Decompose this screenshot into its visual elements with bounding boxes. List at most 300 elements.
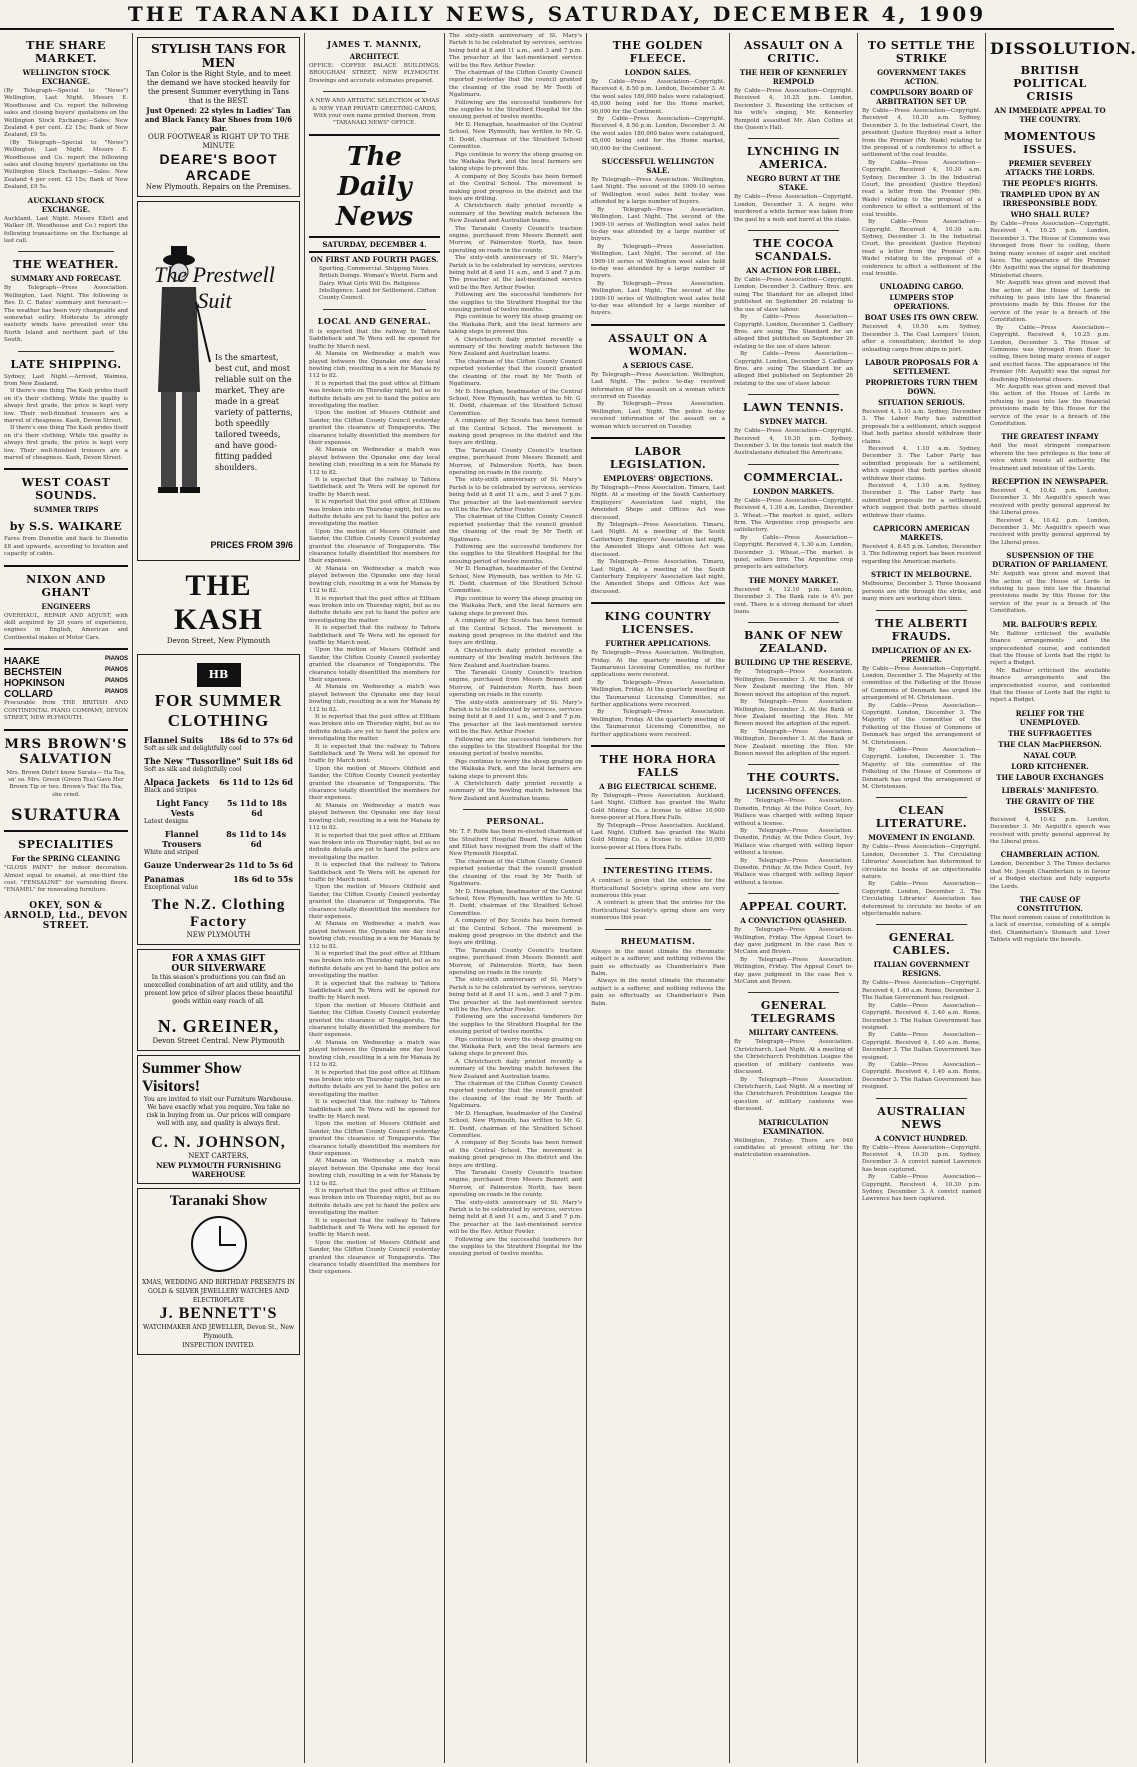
labor-text: By Telegraph—Press Association. Timaru, Last Night. At a meeting of the South Canterbury Employers' Association last night, the Amended Shops and Offices Act was discussed. (591, 485, 725, 521)
money-text: Received 4, 12.10 p.m. London, December 3. The Bank rate is 4½ per cent. There is a strong demand for short loans. (734, 586, 853, 616)
local-general-heading: LOCAL AND GENERAL. (317, 315, 432, 326)
body-para: Mr D. Henaghan, headmaster of the Central School, New Plymouth, has written to Mr. G. H. Dodd, chairman of the Stratford School Committee. (449, 388, 582, 417)
divider (591, 602, 725, 604)
okey-heading: OKEY, SON & ARNOLD, Ltd., DEVON STREET. (4, 900, 128, 931)
show-text: You are invited to visit our Furniture Warehouse. We have exactly what you require. You take no risk in buying from us. Our prices will compare well with any, and quality is always first. (143, 1096, 294, 1127)
body-para: A Christchurch daily printed recently a summary of the bowling match between the New Zealand and Australian teams. (449, 647, 582, 669)
bennett-text: XMAS, WEDDING AND BIRTHDAY PRESENTS IN GOLD & SILVER JEWELLERY WATCHES AND ELECTROPLATE (142, 1279, 295, 1304)
issue-date: SATURDAY, DECEMBER 4. (322, 239, 427, 249)
local-para: At Manaia on Wednesday a match was played between the Opunake one day local bowling club, resulting in a win for Manaia by 112 to 82. (309, 921, 440, 950)
body-para: Mr D. Henaghan, headmaster of the Central School, New Plymouth, has written to Mr. G. H. Dodd, chairman of the Stratford School Committee. (449, 888, 582, 917)
mannix-text: OFFICE: COFFEE PALACE BUILDINGS, BROUGHAM STREET, NEW PLYMOUTH. Drawings and accurate estimates prepared. (309, 63, 440, 84)
clean-lit-subheading: MOVEMENT IN ENGLAND. (868, 833, 975, 843)
divider (748, 992, 839, 993)
commercial-text: By Cable—Press Association—Copyright. Received 4, 1.30 a.m. London, December 3. Wheat.—The market is quiet, sellers firm. The Argentine crop prospects are satisfactory. (734, 497, 853, 534)
alberti-text: By Cable—Press Association—Copyright. London, December 3. The Majority of the committee of the Folketing of the House of Commons of Denmark has urged the arrangement of M. Christensen. (862, 746, 981, 790)
divider (309, 236, 440, 238)
bank-text: By Telegraph—Press Association. Wellington, December 3. At the Bank of New Zealand meeting the Hon. Mr Bowen moved the adoption of the report. (734, 669, 853, 698)
clean-lit-heading: CLEAN LITERATURE. (875, 804, 968, 831)
divider (591, 745, 725, 747)
body-para: Following are the successful tenderers for the supplies to the Stratford Hospital for the ensuing period of twelve months. (449, 1236, 582, 1258)
deare-address: New Plymouth. Repairs on the Premises. (145, 183, 292, 191)
nixon-subheading: ENGINEERS (41, 601, 91, 611)
item-note: Soft as silk and delightfully cool (144, 766, 242, 773)
strike-subheading-2: COMPULSORY BOARD OF ARBITRATION SET UP. (870, 88, 973, 106)
chamberlain-heading: CHAMBERLAIN ACTION. (1000, 850, 1100, 860)
hora-subheading: A BIG ELECTRICAL SCHEME. (599, 782, 717, 791)
local-para: It is expected that the railway to Tahora Saddleback and Te Wera will be opened for traffic by March next. (309, 477, 440, 498)
pianos-text: Procurable from THE BRITISH AND CONTINENTAL PIANO COMPANY, DEVON STREET, NEW PLYMOUTH. (4, 700, 128, 722)
bank-heading: BANK OF NEW ZEALAND. (744, 629, 843, 656)
rights-subheading: THE PEOPLE'S RIGHTS. (1002, 179, 1098, 188)
greiner-address: Devon Street Central. New Plymouth (152, 1037, 285, 1045)
markets-text: Received 4, 8.45 p.m. London, December 3. The following report has been received regarding the American markets. (862, 544, 981, 565)
item-note: Exceptional value (144, 884, 199, 891)
cargo-subheading: LUMPERS STOP OPERATIONS. (889, 293, 954, 312)
king-country-subheading: FURTHER APPLICATIONS. (605, 639, 711, 649)
body-para: Pigs continue to worry the sheep grazing on the Waikaka Park, and the local farmers are taking steps to prevent this. (449, 595, 582, 617)
local-para: At Manaia on Wednesday a match was played between the Opunake one day local bowling club, resulting in a win for Manaia by 112 to 82. (309, 1158, 440, 1187)
kash-address: Devon Street, New Plymouth (166, 637, 271, 645)
local-para: It is reported that the post office at Eltham was broken into on Thursday night, but as no definite details are yet to hand the police are investigating the matter. (309, 595, 440, 624)
clean-lit-text: By Cable—Press Association—Copyright. London, December 3. The Circulating Libraries' Association has determined to circulate no books of an objectionable nature. (862, 881, 981, 918)
local-para: At Manaia on Wednesday a match was played between the Opunake one day local bowling club, resulting in a win for Manaia by 112 to 82. (309, 684, 440, 713)
column-8 (985, 33, 1137, 1763)
body-para: The chairman of the Clifton County Council reported yesterday that the council granted the cleaning of the road by Mr Tooth of Ngatimaru. (449, 514, 582, 543)
body-para: A company of Boy Scouts has been formed at the Central School. The movement is making good progress in the district and the boys are drilling. (449, 418, 582, 447)
body-para: A Christchurch daily printed recently a summary of the bowling match between the New Zealand and Australian teams. (449, 781, 582, 802)
kash-ad (137, 565, 300, 650)
piano-row: COLLARD PIANOS (4, 689, 128, 701)
show-title: Summer Show Visitors! (142, 1060, 242, 1095)
strike-text: By Cable—Press Association—Copyright. Received 4, 10.30 a.m. Sydney, December 3. In the Industrial Court, the president (Justice Heydon) read a letter from the Premier (Mr. Wade) relating to the proposal of a conference to effect a settlement of the coal trouble. (862, 108, 981, 159)
labour-proposals-heading: LABOUR PROPOSALS FOR A SETTLEMENT. (864, 357, 979, 376)
reception-text: Received 4, 10.42 p.m. London, December 3. Mr. Asquith's speech was received with pretty general approval by the Liberal press. (990, 816, 1110, 845)
local-para: Upon the motion of Messrs Oldfield and Sander, the Clifton County Council yesterday granted the clearance of Tongaporutu. The clearance totally disentitled the members for their expenses. (309, 647, 440, 683)
shipping-text: Sydney, Last Night.—Arrived, Waimea, from New Zealand. (4, 373, 128, 387)
interesting-text: A contract is given that the entries for the Horticultural Society's spring show are very numerous this year. (591, 878, 725, 900)
reception-text: Received 4, 10.42 p.m. London, December 3. Mr. Asquith's speech was received with pretty general approval by the Liberal press. (990, 488, 1110, 517)
bennett-footer: INSPECTION INVITED. (182, 1342, 255, 1349)
appeal-subheading: A CONVICTION QUASHED. (740, 916, 847, 926)
local-para: Upon the motion of Messrs Oldfield and Sander, the Clifton County Council yesterday granted the clearance of Tongaporutu. The clearance totally disentitled the members for their expenses. (309, 1239, 440, 1276)
personal-text: Mr. T. F. Rolfe has been re-elected chairman of the Stratford Hospital Board. Nurse Aitken and Elliot have resigned from the staff of the New Plymouth Hospital. (449, 829, 582, 858)
body-para: The sixty-sixth anniversary of St. Mary's Parish is to be celebrated by services, services being held at 8 and 11 a.m., and 3 and 7 p.m. The preacher at the last-mentioned service will be the Rev. Arthur Fowler. (449, 699, 582, 736)
piano-row: HOPKINSON PIANOS (4, 678, 128, 690)
clean-lit-text: By Cable—Press Association—Copyright. London, December 3. The Circulating Libraries' Association has determined to circulate no books of an objectionable nature. (862, 844, 981, 881)
general-cables-text: By Cable—Press Association—Copyright. Received 4, 1.40 a.m. Rome, December 3. The Italian Government has resigned. (862, 1032, 981, 1061)
divider (876, 797, 967, 798)
crisis-text: By Cable—Press Association—Copyright. Received 4, 10.25 p.m. London, December 3. The House of Commons was thronged from floor to ceiling, there being many scenes of eager and excited faces. The appearance of the Premier (Mr. Asquith) was the signal for deafening Ministerial cheers. (990, 221, 1110, 279)
appeal-subheading: AN IMMEDIATE APPEAL TO THE COUNTRY. (994, 106, 1106, 124)
body-para: The chairman of the Clifton County Council reported yesterday that the council granted the cleaning of the road by Mr Tooth of Ngatimaru. (449, 70, 582, 99)
momentous-heading: MOMENTOUS ISSUES. (1003, 130, 1097, 156)
interesting-heading: INTERESTING ITEMS. (602, 865, 714, 876)
body-para: A Christchurch daily printed recently a summary of the bowling match between the New Zealand and Australian teams. (449, 336, 582, 358)
summer-show-ad (137, 1055, 300, 1184)
australian-news-subheading: A CONVICT HUNDRED. (875, 1133, 968, 1143)
divider (309, 251, 440, 253)
local-para: At Manaia on Wednesday a match was played between the Opunake one day local bowling club, resulting in a win for Manaia by 112 to 82. (309, 447, 440, 476)
king-country-text: By Telegraph—Press Association. Wellington, Friday. At the quarterly meeting of the Taumarunui Licensing Committee, no further applications were received. (591, 709, 725, 738)
tans-title: STYLISH TANS FOR MEN (151, 42, 286, 70)
weather-heading: THE WEATHER. (13, 258, 119, 272)
body-para: The Taranaki County Council's traction engine, purchased from Messrs Bennett and Morrow, of Palmerston North, has been operating on roads in the county. (449, 225, 582, 254)
body-para: A company of Boy Scouts has been formed at the Central School. The movement is making good progress in the district and the boys are drilling. (449, 618, 582, 647)
assault-woman-text: By Telegraph—Press Association. Wellington, Last Night. The police to-day received information of the assault on a woman which occurred on Tuesday. (591, 401, 725, 430)
rheumatism-text: Always in the moist climate the rheumatic subject is a sufferer, and nothing relieves the pain so effectually as Chamberlain's Pain Balm. (591, 948, 725, 977)
commercial-text: By Cable—Press Association—Copyright. Received 4, 1.30 a.m. London, December 3. Wheat.—The market is quiet, sellers firm. The Argentine crop prospects are satisfactory. (734, 534, 853, 571)
premier-subheading: PREMIER SEVERELY ATTACKS THE LORDS. (1005, 159, 1095, 177)
fleece-heading: THE GOLDEN FLEECE. (612, 39, 704, 65)
divider (748, 138, 839, 139)
wellington-sale-heading: SUCCESSFUL WELLINGTON SALE. (601, 157, 715, 176)
hora-text: By Telegraph—Press Association. Auckland, Last Night. Clifford has granted the Waihi Gold Mining Co. a license to utilise 10,000 horse-power at Hora Hora Falls. (591, 822, 725, 851)
cargo-heading: UNLOADING CARGO. (879, 282, 964, 292)
cause-heading: THE CAUSE OF CONSTITUTION. (1017, 895, 1083, 913)
situation-text: Received 4, 1.10 a.m. Sydney, December 3. The Labor Party has submitted proposals for a settlement, which suggest that both parties should withdraw their claims. (862, 408, 981, 445)
body-para: Following are the successful tenderers for the supplies to the Stratford Hospital for the ensuing period of twelve months. (449, 99, 582, 121)
labor-text: By Telegraph—Press Association. Timaru, Last Night. At a meeting of the South Canterbury Employers' Association last night, the Amended Shops and Offices Act was discussed. (591, 559, 725, 595)
nixon-heading: NIXON AND GHANT (26, 572, 106, 599)
liberals-subheading: THE GRAVITY OF THE ISSUES. (1005, 796, 1095, 815)
divider (748, 893, 839, 894)
body-para: Pigs continue to worry the sheep grazing on the Waikaka Park, and the local farmers are taking steps to prevent this. (449, 1036, 582, 1058)
lynching-subheading: NEGRO BURNT AT THE STAKE. (746, 174, 841, 193)
lynching-text: By Cable—Press Association—Copyright. London, December 3. A negro who murdered a white farmer was taken from the gaol by a mob and burnt at the stake. (734, 194, 853, 223)
divider (605, 858, 711, 859)
crisis-text: Mr. Asquith was given and moved that the action of the House of Lords in refusing to pass into law the financial provisions made by this House for the service of the year is a breach of the Constitution. (990, 571, 1110, 615)
divider (18, 351, 114, 352)
crisis-text: By Cable—Press Association—Copyright. Received 4, 10.25 p.m. London, December 3. The House of Commons was thronged from floor to ceiling, there being many scenes of eager and excited faces. The appearance of the Premier (Mr. Asquith) was the signal for deafening Ministerial cheers. (990, 324, 1110, 383)
cocoa-text: By Cable—Press Association—Copyright. London, December 3. Cadbury Bros. are suing The Standard for an alleged libel published on September 26 relating to the use of slave labour. (734, 351, 853, 387)
critic-subheading: THE HEIR OF KENNERLEY REMPOLD (739, 68, 848, 86)
list-item: Gauze Underwear 2s 11d to 5s 6d (144, 860, 293, 870)
prestwell-ad (137, 201, 300, 561)
body-para: A company of Boy Scouts has been formed at the Central School. The movement is making good progress in the district and the boys are drilling. (449, 918, 582, 947)
local-para: Upon the motion of Messrs Oldfield and Sander, the Clifton County Council yesterday granted the clearance of Tongaporutu. The clearance totally disentitled the members for their expenses. (309, 1002, 440, 1039)
fleece-text: By Cable—Press Association—Copyright. Received 4, 8.50 p.m. London, December 3. At the wool sales 180,000 bales were catalogued, 45,000 being sold for the Home market, 90,000 for the Continent. (591, 116, 725, 152)
chamberlain-text: London, December 3. The Times declares that Mr. Joseph Chamberlain is in favour of a Budget election and fully supports the Lords. (990, 861, 1110, 890)
local-para: Upon the motion of Messrs Oldfield and Sander, the Clifton County Council yesterday granted the clearance of Tongaporutu. The clearance totally disentitled the members for their expenses. (309, 528, 440, 565)
body-para: The sixty-sixth anniversary of St. Mary's Parish is to be celebrated by services, services being held at 8 and 11 a.m., and 3 and 7 p.m. The preacher at the last-mentioned service will be the Rev. Arthur Fowler. (449, 1199, 582, 1236)
sounds-text: Fares from Dunedin and back to Dunedin £8 and upwards, according to location and capacity of cabin. (4, 536, 128, 558)
appeal-text: By Telegraph—Press Association. Wellington, Friday. The Appeal Court to-day gave judgment in the case Rex v. McCann and Brown. (734, 927, 853, 956)
body-para: The Taranaki County Council's traction engine, purchased from Messrs Bennett and Morrow, of Palmerston North, has been operating on roads in the county. (449, 947, 582, 976)
local-para: At Manaia on Wednesday a match was played between the Opunake one day local bowling club, resulting in a win for Manaia by 112 to 82. (309, 1039, 440, 1069)
general-cables-text: By Cable—Press Association—Copyright. Received 4, 1.40 a.m. Rome, December 3. The Italian Government has resigned. (862, 1061, 981, 1091)
cocoa-heading: THE COCOA SCANDALS. (753, 237, 834, 264)
divider (309, 134, 440, 136)
courts-text: By Telegraph—Press Association. Dunedin, Friday. At the Police Court, Ivy Wallace was charged with selling liquor without a license. (734, 857, 853, 886)
labor-heading: LABOR LEGISLATION. (609, 445, 707, 472)
auckland-subheading: AUCKLAND STOCK EXCHANGE. (27, 195, 105, 214)
body-para: The Taranaki County Council's traction engine, purchased from Messrs Bennett and Morrow, of Palmerston North, has been operating on roads in the county. (449, 669, 582, 699)
bennett-ad (137, 1188, 300, 1355)
divider (4, 830, 128, 832)
bennett-name: J. BENNETT'S (159, 1305, 278, 1322)
deare-name: DEARE'S BOOT ARCADE (159, 151, 278, 183)
body-para: The sixty-sixth anniversary of St. Mary's Parish is to be celebrated by services, services being held at 8 and 11 a.m., and 3 and 7 p.m. The preacher at the last-mentioned service will be the Rev. Arthur Fowler. (449, 477, 582, 513)
infamy-heading: THE GREATEST INFAMY (1001, 432, 1099, 442)
body-para: The sixty-sixth anniversary of St. Mary's Parish is to be celebrated by services, services being held at 8 and 11 a.m., and 3 and 7 p.m. The preacher at the last-mentioned service will be the Rev. Arthur Fowler. (449, 255, 582, 291)
local-para: It is reported that the post office at Eltham was broken into on Thursday night, but as no definite details are yet to hand the police are investigating the matter. (309, 832, 440, 861)
liberals-heading: LIBERALS' MANIFESTO. (1001, 785, 1099, 795)
matric-text: Wellington, Friday. There are 940 candidates at present sitting for the matriculation examination. (734, 1137, 853, 1159)
divider (4, 468, 128, 470)
greetings-text: A NEW AND ARTISTIC SELECTION of XMAS & NEW YEAR PRIVATE GREETING CARDS, With your own name printed thereon, from "TARANAKI NEWS" OFFICE. (309, 98, 440, 127)
list-item: The New "Tussorline" Suit 18s 6d (144, 756, 293, 766)
strike-subheading: GOVERNMENT TAKES ACTION. (877, 68, 966, 86)
divider (463, 809, 568, 810)
johnson-subtitle: NEXT CARTERS, (188, 1152, 249, 1160)
interesting-text: A contract is given that the entries for the Horticultural Society's spring show are very numerous this year. (591, 900, 725, 922)
australian-news-text: By Cable—Press Association—Copyright. Received 4, 10.30 p.m. Sydney, December 3. A convict named Lawrence has been captured. (862, 1174, 981, 1203)
list-item: Alpaca Jackets 6s 11d to 12s 6d (144, 777, 293, 787)
local-para: It is expected that the railway to Tahora Saddleback and Te Wera will be opened for traffic by March next. (309, 743, 440, 765)
situation-text: Received 4, 1.10 a.m. Sydney, December 3. The Labor Party has submitted proposals for a settlement, which suggest that both parties should withdraw their claims. (862, 483, 981, 519)
bank-text: By Telegraph—Press Association. Wellington, December 3. At the Bank of New Zealand meeting the Hon. Mr Bowen moved the adoption of the report. (734, 699, 853, 728)
situation-text: Received 4, 1.10 a.m. Sydney, December 3. The Labor Party has submitted proposals for a settlement, which suggest that both parties should withdraw their claims. (862, 446, 981, 482)
divider (591, 437, 725, 439)
xmas-text: In this season's productions you can find an unexcelled combination of art and utility, and the present low price of silver places these beautiful goods within easy reach of all. (143, 974, 294, 1005)
mannix-subheading: ARCHITECT. (349, 52, 400, 61)
item-note: Soft as silk and delightfully cool (144, 745, 242, 752)
body-para: Pigs continue to worry the sheep grazing on the Waikaka Park, and the local farmers are taking steps to prevent this. (449, 151, 582, 173)
taranaki-show-title: Taranaki Show (169, 1193, 268, 1209)
divider (748, 394, 839, 395)
local-para: It is reported that the post office at Eltham was broken into on Thursday night, but as no definite details are yet to hand the police are investigating the matter. (309, 1069, 440, 1098)
piano-row: HAAKE PIANOS (4, 656, 128, 668)
melbourne-text: Melbourne, December 3. Three thousand persons are idle through the strike, and many more are working short time. (862, 581, 981, 603)
divider (748, 230, 839, 231)
rheumatism-heading: RHEUMATISM. (620, 935, 696, 946)
kash-promo-text-2: If there's one thing The Kash prides itself on it's their clothing. While the quality is always first grade, the price is kept very low. Their well-finished trousers are a marvel of cheapness. Kash, Devon Street. (4, 425, 128, 462)
divider (876, 924, 967, 925)
general-telegrams-text: By Telegraph—Press Association. Christchurch, Last Night. At a meeting of the Christchurch Prohibition League the question of military canteens was discussed. (734, 1076, 853, 1113)
sounds-heading: WEST COAST SOUNDS. (21, 476, 111, 503)
divider (876, 610, 967, 611)
local-para: Upon the motion of Messrs Oldfield and Sander, the Clifton County Council yesterday granted the clearance of Tongaporutu. The clearance totally disentitled the members for their expenses. (309, 884, 440, 920)
strike-text: By Cable—Press Association—Copyright. Received 4, 10.30 a.m. Sydney, December 3. In the Industrial Court, the president (Justice Heydon) read a letter from the Premier (Mr. Wade) relating to the proposal of a conference to effect a settlement of the coal trouble. (862, 159, 981, 218)
unemployed-heading: RELIEF FOR THE UNEMPLOYED. (1015, 708, 1085, 727)
markets-heading: CAPRICORN AMERICAN MARKETS. (873, 524, 970, 543)
australian-news-heading: AUSTRALIAN NEWS (877, 1104, 966, 1131)
bank-text: By Telegraph—Press Association. Wellington, December 3. At the Bank of New Zealand meeting the Hon. Mr Bowen moved the adoption of the report. (734, 728, 853, 757)
column-5 (586, 33, 729, 1763)
body-para: A company of Boy Scouts has been formed at the Central School. The movement is making good progress in the district and the boys are drilling. (449, 173, 582, 202)
body-para: Following are the successful tenderers for the supplies to the Stratford Hospital for the ensuing period of twelve months. (449, 292, 582, 314)
assault-woman-heading: ASSAULT ON A WOMAN. (608, 331, 708, 358)
xmas-title: FOR A XMAS GIFT (171, 954, 266, 964)
crisis-heading: BRITISH POLITICAL CRISIS (1013, 64, 1087, 103)
piano-row: BECHSTEIN PIANOS (4, 667, 128, 679)
local-para: It is reported that the post office at Eltham was broken into on Thursday night, but as no definite details are yet to hand the police are investigating the matter. (309, 1188, 440, 1217)
factory-name: The N.Z. Clothing Factory (151, 897, 286, 930)
courts-text: By Telegraph—Press Association. Dunedin, Friday. At the Police Court, Ivy Wallace was charged with selling liquor without a license. (734, 798, 853, 827)
dissolution-heading: DISSOLUTION. (990, 39, 1137, 58)
local-para: Upon the motion of Messrs Oldfield and Sander, the Clifton County Council yesterday granted the clearance of Tongaporutu. The clearance totally disentitled the members for their expenses. (309, 765, 440, 802)
body-para: The chairman of the Clifton County Council reported yesterday that the council granted the cleaning of the road by Mr Tooth of Ngatimaru. (449, 1081, 582, 1110)
alberti-heading: THE ALBERTI FRAUDS. (875, 616, 968, 643)
divider (4, 729, 128, 731)
critic-text: By Cable—Press Association—Copyright. Received 4, 10.25 p.m. London, December 3. Resenting the criticism of his wife's singing, Mr. Kennerley Rempold assaulted Mr. Alan Collins at the Queen's Hall. (734, 88, 853, 132)
body-para: A Christchurch daily printed recently a summary of the bowling match between the New Zealand and Australian teams. (449, 1058, 582, 1080)
body-para: Mr D. Henaghan, headmaster of the Central School, New Plymouth, has written to Mr. G. H. Dodd, chairman of the Stratford School Committee. (449, 121, 582, 151)
local-para: At Manaia on Wednesday a match was played between the Opunake one day local bowling club, resulting in a win for Manaia by 112 to 82. (309, 565, 440, 595)
local-para: It is reported that the post office at Eltham was broken into on Thursday night, but as no definite details are yet to hand the police are investigating the matter. (309, 380, 440, 409)
labour-exchanges-heading: THE LABOUR EXCHANGES (996, 772, 1104, 782)
tans-footer: OUR FOOTWEAR is RIGHT UP TO THE MINUTE (147, 133, 290, 150)
column-7 (857, 33, 985, 1763)
list-item: Light Fancy Vests 5s 11d to 18s 6d (156, 798, 287, 818)
local-para: It is reported that the post office at Eltham was broken into on Thursday night, but as no definite details are yet to hand the police are investigating the matter. (309, 951, 440, 980)
hora-text: By Telegraph—Press Association. Auckland, Last Night. Clifford has granted the Waihi Gold Mining Co. a license to utilise 10,000 horse-power at Hora Hora Falls. (591, 793, 725, 822)
summer-clothing-ad (137, 654, 300, 945)
local-para: It is expected that the railway to Tahora Saddleback and Te Wera will be opened for traffic by March next. (309, 1099, 440, 1120)
divider (18, 251, 114, 252)
bank-subheading: BUILDING UP THE RESERVE. (734, 658, 853, 668)
column-6 (729, 33, 857, 1763)
item-note: Black and stripes (144, 787, 197, 794)
masthead (0, 0, 1114, 30)
johnson-name: C. N. JOHNSON, (151, 1134, 286, 1151)
stock-exchange-text-2: (By Telegraph—Special to "News") Wellington, Last Night. Messrs E. Woodhouse and Co. report the following sales and closing buyers' quotations on the Wellington Stock Exchange:—Sales: New Zealand 4 per cent. £2 15s; Bank of New Zealand, £9 5s. (4, 139, 128, 191)
divider (4, 565, 128, 567)
general-cables-text: By Cable—Press Association—Copyright. Received 4, 1.40 a.m. Rome, December 3. The Italian Government has resigned. (862, 1002, 981, 1031)
list-item: Flannel Trousers 8s 11d to 14s 6d (162, 829, 287, 849)
fleece-subheading: LONDON SALES. (624, 68, 692, 77)
body-para: The chairman of the Clifton County Council reported yesterday that the council granted the cleaning of the road by Mr Tooth of Ngatimaru. (449, 858, 582, 888)
local-para: It is expected that the railway to Tahora Saddleback and Te Wera will be opened for traffic by March next. (309, 625, 440, 646)
labor-text: By Telegraph—Press Association. Timaru, Last Night. At a meeting of the South Canterbury Employers' Association last night, the Amended Shops and Offices Act was discussed. (591, 522, 725, 558)
infamy-text: And the most stringent comparison wherein the two privileges is the tone of voice which resists all authority, the treatment and intention of the Lords. (990, 443, 1110, 472)
king-country-text: By Telegraph—Press Association. Wellington, Friday. At the quarterly meeting of the Taumarunui Licensing Committee, no further applications were received. (591, 679, 725, 708)
cause-text: The most common cause of constitution is a lack of exercise, consisting of a simple diet. Chamberlain's Stomach and Liver Tablets will regulate the bowels. (990, 915, 1110, 944)
cocoa-text: By Cable—Press Association—Copyright. London, December 3. Cadbury Bros. are suing The Standard for an alleged libel published on September 26 relating to the use of slave labour. (734, 277, 853, 313)
cargo-subheading-2: BOAT USES ITS OWN CREW. (864, 313, 979, 323)
proprietors-heading: PROPRIETORS TURN THEM DOWN. (865, 377, 978, 396)
strike-heading: TO SETTLE THE STRIKE (867, 39, 976, 65)
item-note: White and striped (144, 849, 199, 856)
contents-heading: ON FIRST AND FOURTH PAGES. (310, 254, 439, 264)
divider (591, 324, 725, 326)
newspaper-title: THE TARANAKI DAILY NEWS, SATURDAY, DECEMBER 4, 1909 (127, 2, 987, 26)
situation-heading: SITUATION SERIOUS. (878, 397, 965, 407)
balfour-text: Mr. Balfour criticised the available finance arrangements and the unprecedented course, and contended that the House of Lords had the right to reject a Budget. (990, 667, 1110, 704)
appeal-heading: APPEAL COURT. (739, 900, 848, 914)
king-country-text: By Telegraph—Press Association. Wellington, Friday. At the quarterly meeting of the Taumarunui Licensing Committee, no further applications were received. (591, 650, 725, 679)
nayal-heading: NAYAL COUP. (1023, 750, 1077, 760)
prestwell-price: PRICES FROM 39/6 (210, 540, 293, 550)
contents-list: Sporting. Commercial. Shipping News. British Doings. Woman's World. Farm and Dairy. What Girls Will Do. Religious Intelligence. Land for Settlement. Clifton County Council. (319, 265, 438, 302)
body-para: The chairman of the Clifton County Council reported yesterday that the council granted the cleaning of the road by Mr Tooth of Ngatimaru. (449, 358, 582, 388)
commercial-subheading: LONDON MARKETS. (752, 486, 835, 496)
alberti-text: By Cable—Press Association—Copyright. London, December 3. The Majority of the committee of the Folketing of the House of Commons of Denmark has urged the arrangement of M. Christensen. (862, 702, 981, 746)
mannix-heading: JAMES T. MANNIX, (327, 39, 422, 49)
reception-text: Received 4, 10.42 p.m. London, December 3. Mr. Asquith's speech was received with pretty general approval by the Liberal press. (990, 517, 1110, 546)
alberti-subheading: IMPLICATION OF AN EX-PREMIER. (871, 645, 972, 664)
general-telegrams-subheading: MILITARY CANTEENS. (748, 1028, 839, 1038)
weather-text: By Telegraph—Press Association. Wellington, Last Night. The following is Rev. D. C. Bates' summary and forecast:—The weather has been very changeable and somewhat sultry. Moderate to strongly easterly winds have prevailed over the North Island and northern part of the South. (4, 285, 128, 344)
rheumatism-text: Always in the moist climate the rheumatic subject is a sufferer, and nothing relieves the pain so effectually as Chamberlain's Pain Balm. (591, 978, 725, 1007)
brown-heading: MRS BROWN'S SALVATION (4, 736, 128, 767)
body-para: The sixty-sixth anniversary of St. Mary's Parish is to be celebrated by services, services being held at 8 and 11 a.m., and 3 and 7 p.m. The preacher at the last-mentioned service will be the Rev. Arthur Fowler. (449, 977, 582, 1013)
factory-address: NEW PLYMOUTH (186, 931, 251, 939)
local-para: It is expected that the railway to Tahora Saddleback and Te Wera will be opened for traffic by March next. (309, 862, 440, 883)
tans-price: Just Opened: 22 styles in Ladies' Tan and Black Fancy Bar Shoes from 10/6 pair. (144, 106, 293, 133)
column-4 (444, 33, 586, 1763)
australian-news-text: By Cable—Press Association—Copyright. Received 4, 10.30 p.m. Sydney, December 3. A convict named Lawrence has been captured. (862, 1144, 981, 1173)
tans-ad (137, 37, 300, 197)
stock-exchange-text: (By Telegraph—Special to "News") Wellington, Last Night. Messrs E. Woodhouse and Co. report the following sales and closing buyers' quotations on the Wellington Stock Exchange:—Sales: New Zealand 4 per cent. £2 15s; Bank of New Zealand, £9 5s. (4, 88, 128, 139)
commercial-heading: COMMERCIAL. (743, 470, 844, 484)
courts-heading: THE COURTS. (747, 771, 840, 785)
sounds-subheading: SUMMER TRIPS (33, 505, 99, 515)
who-rules-subheading: WHO SHALL RULE? (1010, 210, 1090, 219)
cocoa-subheading: AN ACTION FOR LIBEL. (746, 266, 841, 276)
tennis-heading: LAWN TENNIS. (742, 401, 845, 415)
cocoa-text: By Cable—Press Association—Copyright. London, December 3. Cadbury Bros. are suing The Standard for an alleged libel published on September 26 relating to the use of slave labour. (734, 314, 853, 350)
body-para: Mr D. Henaghan, headmaster of the Central School, New Plymouth, has written to Mr. G. H. Dodd, chairman of the Stratford School Committee. (449, 566, 582, 595)
body-para: A Christchurch daily printed recently a summary of the bowling match between the New Zealand and Australian teams. (449, 203, 582, 225)
body-para: Pigs continue to worry the sheep grazing on the Waikaka Park, and the local farmers are taking steps to prevent this. (449, 758, 582, 780)
macpherson-heading: THE CLAN MacPHERSON. (998, 739, 1102, 749)
cargo-text: Received 4, 10.50 a.m. Sydney, December 3. The Coal Lumpers' Union, after a consultation, decided to stop unloading cargo from ships in port. (862, 324, 981, 353)
specialities-text: "GLOSS PAINT" for indoor decoration. Almost equal to enamel, at one-third the cost. "FENSALINE" for varnishing floors. "ENAMEL" for renovating furniture. (4, 865, 128, 894)
wellington-sale-text: By Telegraph—Press Association. Wellington, Last Night. The second of the 1909-10 series of Wellington wool sales held to-day was attended by a large number of buyers. (591, 243, 725, 280)
tennis-text: By Cable—Press Association—Copyright. Received 4, 10.30 p.m. Sydney, December 3. In the tennis test match the Australasians defeated the Americans. (734, 428, 853, 457)
wellington-sale-text: By Telegraph—Press Association. Wellington, Last Night. The second of the 1909-10 series of Wellington wool sales held to-day was attended by a large number of buyers. (591, 177, 725, 206)
prestwell-title: The Prestwell Suit (154, 262, 275, 313)
assault-woman-subheading: A SERIOUS CASE. (622, 360, 694, 370)
critic-heading: ASSAULT ON A CRITIC. (743, 39, 844, 65)
trampled-subheading: TRAMPLED UPON BY AN IRRESPONSIBLE BODY. (1000, 190, 1100, 208)
body-para: Pigs continue to worry the sheep grazing on the Waikaka Park, and the local farmers are taking steps to prevent this. (449, 314, 582, 336)
divider (748, 464, 839, 465)
specialities-heading: SPECIALITIES (18, 838, 114, 852)
general-telegrams-heading: GENERAL TELEGRAMS (751, 999, 836, 1026)
body-para: Mr D. Henaghan, headmaster of the Central School, New Plymouth, has written to Mr. G. H. Dodd, chairman of the Stratford School Committee. (449, 1110, 582, 1139)
local-para: It is expected that the railway to Tahora Saddleback and Te Wera will be opened for traffic by March next. (309, 980, 440, 1002)
reception-heading: RECEPTION IN NEWSPAPER. (991, 477, 1109, 486)
local-para: At Manaia on Wednesday a match was played between the Opunake one day local bowling club, resulting in a win for Manaia by 112 to 82. (309, 351, 440, 380)
xmas-subtitle: OUR SILVERWARE (171, 964, 266, 974)
suspension-heading: SUSPENSION OF THE DURATION OF PARLIAMENT. (992, 551, 1108, 570)
stock-exchange-subheading: WELLINGTON STOCK EXCHANGE. (22, 68, 110, 86)
auckland-text: Auckland, Last Night. Messrs Ellett and Walker (R. Woodhouse and Co.) report the following transactions on the Exchange at last call. (4, 215, 128, 244)
tennis-subheading: SYDNEY MATCH. (759, 417, 828, 427)
matric-heading: MATRICULATION EXAMINATION. (758, 1117, 829, 1136)
kash-promo-text: If there's one thing The Kash prides itself on it's their clothing. While the quality is always first grade, the price is kept very low. Their well-finished trousers are a marvel of cheapness. Kash, Devon Street. (4, 388, 128, 424)
specialities-subheading: For the SPRING CLEANING (11, 854, 121, 864)
local-para: It is expected that the railway to Tahora Saddleback and Te Wera will be opened for traffic by March next. (309, 328, 440, 350)
wellington-sale-text: By Telegraph—Press Association. Wellington, Last Night. The second of the 1909-10 series of Wellington wool sales held to-day was attended by a large number of buyers. (591, 206, 725, 243)
column-3 (304, 33, 444, 1763)
shipping-heading: LATE SHIPPING. (10, 357, 122, 371)
body-para: Following are the successful tenderers for the supplies to the Stratford Hospital for the ensuing period of twelve months. (449, 544, 582, 565)
balfour-text: Mr. Balfour criticised the available finance arrangements and the unprecedented course, and contended that the House of Lords had the right to reject a Budget. (990, 630, 1110, 667)
tans-text: Tan Color is the Right Style, and to meet the demand we have stocked heavily for the present Summer everything in Tans that is the BEST. (146, 70, 291, 105)
general-cables-heading: GENERAL CABLES. (888, 931, 955, 958)
list-item: Flannel Suits 18s 6d to 57s 6d (144, 735, 293, 745)
suffragette-heading: THE SUFFRAGETTES (1008, 728, 1092, 738)
weather-subheading: SUMMARY AND FORECAST. (10, 274, 122, 284)
balfour-heading: MR. BALFOUR'S REPLY. (1002, 619, 1098, 629)
strike-text: By Cable—Press Association—Copyright. Received 4, 10.30 a.m. Sydney, December 3. In the Industrial Court, the president (Justice Heydon) read a letter from the Premier (Mr. Wade) relating to the proposal of a conference to effect a settlement of the coal trouble. (862, 219, 981, 277)
courts-text: By Telegraph—Press Association. Dunedin, Friday. At the Police Court, Ivy Wallace was charged with selling liquor without a license. (734, 827, 853, 857)
appeal-text: By Telegraph—Press Association. Wellington, Friday. The Appeal Court to-day gave judgment in the case Rex v. McCann and Brown. (734, 956, 853, 986)
